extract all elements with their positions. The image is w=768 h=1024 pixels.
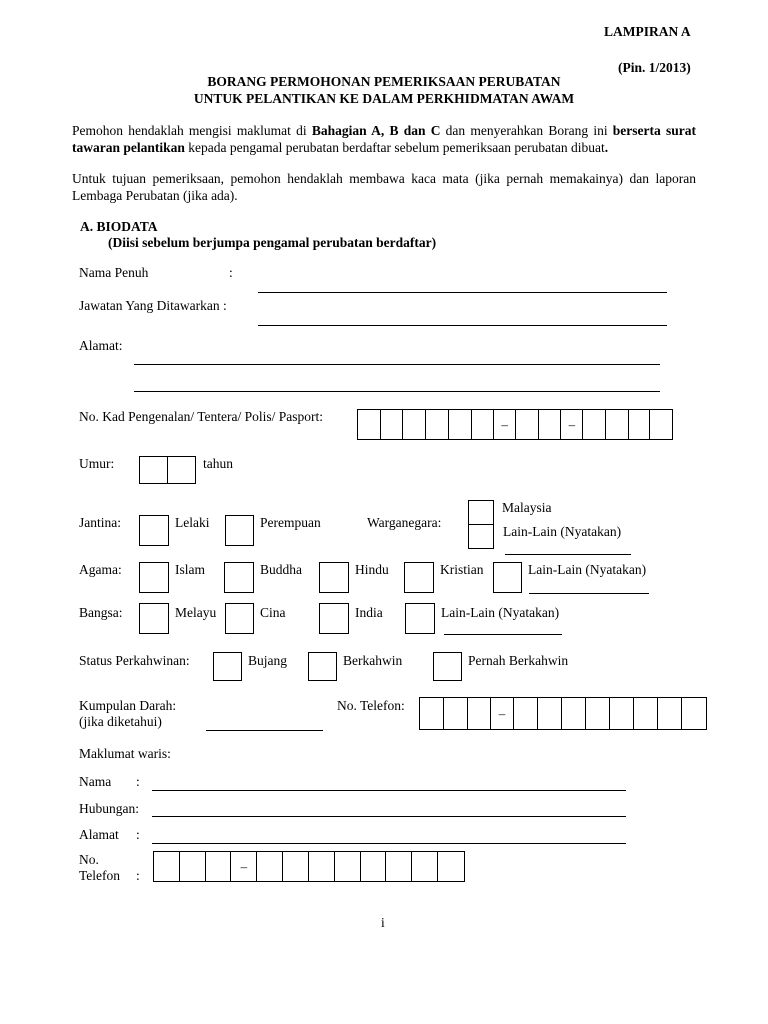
phone-digit-box[interactable] bbox=[335, 852, 361, 881]
lelaki-checkbox[interactable] bbox=[139, 515, 169, 546]
umur-digit-box[interactable] bbox=[140, 457, 168, 483]
phone-digit-box[interactable] bbox=[309, 852, 335, 881]
intro-bold-letter: berserta surat tawaran pelantikan bbox=[72, 123, 696, 155]
alamat-input-line-2[interactable] bbox=[134, 391, 660, 392]
bujang-checkbox[interactable] bbox=[213, 652, 242, 681]
colon: : bbox=[136, 774, 140, 789]
ic-digit-box[interactable] bbox=[583, 410, 606, 439]
phone-digit-box[interactable] bbox=[444, 698, 468, 729]
berkahwin-label: Berkahwin bbox=[343, 653, 403, 668]
umur-label: Umur: bbox=[79, 456, 115, 471]
phone-separator: – bbox=[491, 698, 514, 729]
form-title-line1: BORANG PERMOHONAN PEMERIKSAAN PERUBATAN bbox=[207, 74, 561, 89]
melayu-checkbox[interactable] bbox=[139, 603, 169, 634]
perempuan-label: Perempuan bbox=[260, 515, 321, 530]
phone-digit-box[interactable] bbox=[658, 698, 682, 729]
intro-paragraph-1 bbox=[72, 122, 696, 156]
ic-separator: – bbox=[561, 410, 583, 439]
jawatan-label: Jawatan Yang Ditawarkan : bbox=[79, 298, 227, 313]
waris-telefon-label: Telefon bbox=[79, 868, 121, 883]
pernah-berkahwin-label: Pernah Berkahwin bbox=[468, 653, 569, 668]
no-telefon-boxes[interactable] bbox=[419, 697, 707, 730]
warganegara-label: Warganegara: bbox=[367, 515, 442, 530]
agama-lain-input-line[interactable] bbox=[529, 593, 649, 594]
umur-digit-box[interactable] bbox=[168, 457, 195, 483]
bangsa-label: Bangsa: bbox=[79, 605, 123, 620]
lampiran-label: LAMPIRAN A bbox=[604, 24, 691, 39]
ic-digit-box[interactable] bbox=[403, 410, 426, 439]
section-a-subheading: (Diisi sebelum berjumpa pengamal perubatan berdaftar) bbox=[108, 235, 437, 250]
intro-text: kepada pengamal perubatan berdaftar sebelum pemeriksaan perubatan dibuat bbox=[184, 140, 605, 155]
phone-digit-box[interactable] bbox=[586, 698, 610, 729]
kristian-label: Kristian bbox=[440, 562, 484, 577]
form-title-line2: UNTUK PELANTIKAN KE DALAM PERKHIDMATAN AWAM bbox=[193, 91, 575, 106]
lelaki-label: Lelaki bbox=[175, 515, 210, 530]
phone-digit-box[interactable] bbox=[386, 852, 412, 881]
waris-hubungan-input-line[interactable] bbox=[152, 816, 626, 817]
phone-digit-box[interactable] bbox=[682, 698, 706, 729]
cina-label: Cina bbox=[260, 605, 286, 620]
status-perkahwinan-label: Status Perkahwinan: bbox=[79, 653, 190, 668]
phone-digit-box[interactable] bbox=[514, 698, 538, 729]
jawatan-input-line[interactable] bbox=[258, 325, 667, 326]
agama-lain-label: Lain-Lain (Nyatakan) bbox=[528, 562, 647, 577]
bangsa-lain-label: Lain-Lain (Nyatakan) bbox=[441, 605, 560, 620]
india-checkbox[interactable] bbox=[319, 603, 349, 634]
bangsa-lain-input-line[interactable] bbox=[444, 634, 562, 635]
tahun-label: tahun bbox=[203, 456, 233, 471]
intro-text: dan menyerahkan Borang ini bbox=[440, 123, 613, 138]
no-telefon-label: No. Telefon: bbox=[337, 698, 405, 713]
phone-digit-box[interactable] bbox=[438, 852, 464, 881]
melayu-label: Melayu bbox=[175, 605, 217, 620]
hindu-label: Hindu bbox=[355, 562, 389, 577]
india-label: India bbox=[355, 605, 383, 620]
section-a-heading: A. BIODATA bbox=[80, 219, 158, 234]
kristian-checkbox[interactable] bbox=[404, 562, 434, 593]
ic-digit-box[interactable] bbox=[472, 410, 495, 439]
intro-bold-sections: Bahagian A, B dan C bbox=[311, 123, 441, 138]
pernah-berkahwin-checkbox[interactable] bbox=[433, 652, 462, 681]
warganegara-lain-checkbox[interactable] bbox=[468, 524, 494, 549]
jantina-label: Jantina: bbox=[79, 515, 121, 530]
nama-penuh-input-line[interactable] bbox=[258, 292, 667, 293]
waris-alamat-input-line[interactable] bbox=[152, 843, 626, 844]
phone-digit-box[interactable] bbox=[283, 852, 309, 881]
waris-nama-label: Nama bbox=[79, 774, 112, 789]
umur-boxes[interactable] bbox=[139, 456, 196, 484]
ic-digit-box[interactable] bbox=[606, 410, 629, 439]
phone-digit-box[interactable] bbox=[468, 698, 491, 729]
kad-pengenalan-boxes[interactable] bbox=[357, 409, 673, 440]
hindu-checkbox[interactable] bbox=[319, 562, 349, 593]
phone-digit-box[interactable] bbox=[610, 698, 634, 729]
alamat-label: Alamat: bbox=[79, 338, 123, 353]
kumpulan-darah-label: Kumpulan Darah: bbox=[79, 698, 177, 713]
colon: : bbox=[136, 868, 140, 883]
warganegara-lain-label: Lain-Lain (Nyatakan) bbox=[503, 524, 622, 539]
waris-nama-input-line[interactable] bbox=[152, 790, 626, 791]
ic-separator: – bbox=[494, 410, 516, 439]
phone-digit-box[interactable] bbox=[420, 698, 444, 729]
ic-digit-box[interactable] bbox=[381, 410, 404, 439]
phone-digit-box[interactable] bbox=[361, 852, 387, 881]
phone-separator: – bbox=[231, 852, 257, 881]
kumpulan-darah-input-line[interactable] bbox=[206, 730, 323, 731]
ic-digit-box[interactable] bbox=[449, 410, 472, 439]
islam-label: Islam bbox=[175, 562, 205, 577]
intro-paragraph-2: Untuk tujuan pemeriksaan, pemohon hendaklah membawa kaca mata (jika pernah memakainya) dan laporan Lembaga Perubatan (jika ada). bbox=[72, 171, 696, 203]
phone-digit-box[interactable] bbox=[412, 852, 438, 881]
colon: : bbox=[136, 827, 140, 842]
ic-digit-box[interactable] bbox=[426, 410, 449, 439]
ic-digit-box[interactable] bbox=[650, 410, 672, 439]
agama-label: Agama: bbox=[79, 562, 122, 577]
phone-digit-box[interactable] bbox=[634, 698, 658, 729]
waris-alamat-label: Alamat bbox=[79, 827, 119, 842]
buddha-label: Buddha bbox=[260, 562, 302, 577]
kad-pengenalan-label: No. Kad Pengenalan/ Tentera/ Polis/ Pasport: bbox=[79, 409, 324, 424]
buddha-checkbox[interactable] bbox=[224, 562, 254, 593]
phone-digit-box[interactable] bbox=[206, 852, 232, 881]
agama-lain-checkbox[interactable] bbox=[493, 562, 522, 593]
warganegara-lain-input-line[interactable] bbox=[505, 554, 631, 555]
malaysia-checkbox[interactable] bbox=[468, 500, 494, 525]
bujang-label: Bujang bbox=[248, 653, 287, 668]
waris-telefon-boxes[interactable] bbox=[153, 851, 465, 882]
ic-digit-box[interactable] bbox=[539, 410, 562, 439]
jika-diketahui-label: (jika diketahui) bbox=[79, 714, 162, 729]
bangsa-lain-checkbox[interactable] bbox=[405, 603, 435, 634]
intro-period: . bbox=[604, 140, 609, 155]
islam-checkbox[interactable] bbox=[139, 562, 169, 593]
phone-digit-box[interactable] bbox=[257, 852, 283, 881]
phone-digit-box[interactable] bbox=[562, 698, 586, 729]
malaysia-label: Malaysia bbox=[502, 500, 552, 515]
ic-digit-box[interactable] bbox=[516, 410, 539, 439]
phone-digit-box[interactable] bbox=[180, 852, 206, 881]
ic-digit-box[interactable] bbox=[358, 410, 381, 439]
pin-reference: (Pin. 1/2013) bbox=[618, 60, 691, 75]
colon: : bbox=[229, 265, 233, 280]
ic-digit-box[interactable] bbox=[629, 410, 651, 439]
berkahwin-checkbox[interactable] bbox=[308, 652, 337, 681]
page-number: i bbox=[381, 915, 385, 930]
alamat-input-line-1[interactable] bbox=[134, 364, 660, 365]
waris-no-label: No. bbox=[79, 852, 99, 867]
phone-digit-box[interactable] bbox=[154, 852, 180, 881]
perempuan-checkbox[interactable] bbox=[225, 515, 254, 546]
nama-penuh-label: Nama Penuh bbox=[79, 265, 149, 280]
intro-text: Pemohon hendaklah mengisi maklumat di bbox=[72, 123, 312, 138]
maklumat-waris-label: Maklumat waris: bbox=[79, 746, 171, 761]
cina-checkbox[interactable] bbox=[225, 603, 254, 634]
phone-digit-box[interactable] bbox=[538, 698, 562, 729]
waris-hubungan-label: Hubungan: bbox=[79, 801, 139, 816]
